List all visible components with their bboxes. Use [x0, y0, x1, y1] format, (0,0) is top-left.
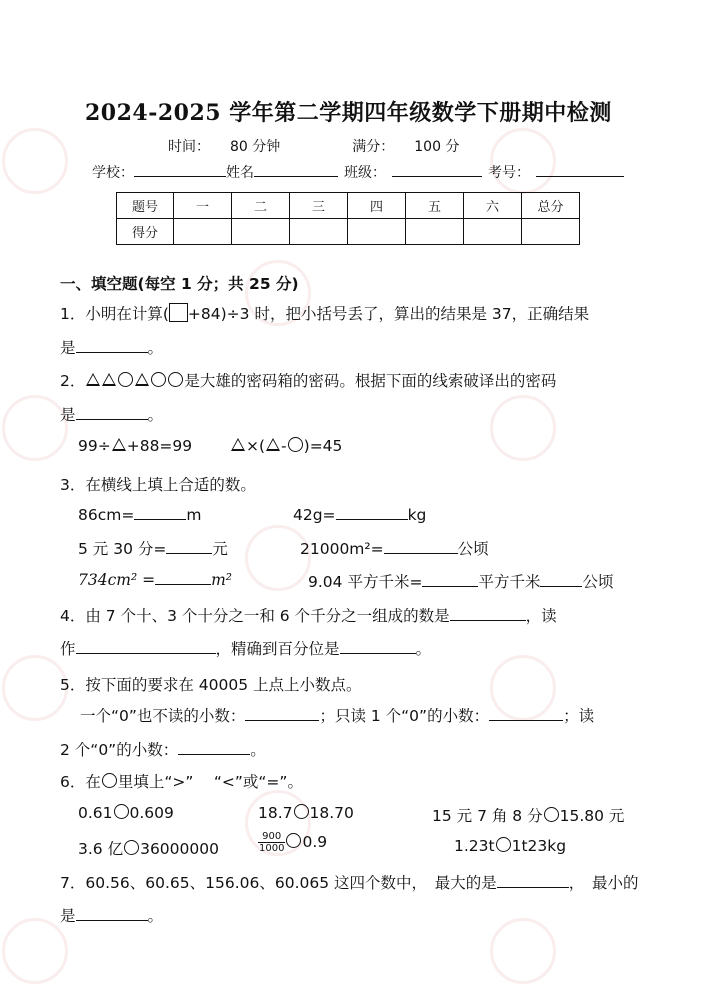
q1-text-d: 。 — [147, 339, 164, 357]
score-cell[interactable] — [522, 219, 580, 245]
circle-icon — [151, 372, 166, 387]
q5-text-c: ；只读 1 个“0”的小数： — [319, 707, 490, 725]
q6-d-right: 36000000 — [140, 840, 219, 858]
school-label: 学校： — [92, 165, 134, 181]
score-cell[interactable] — [290, 219, 348, 245]
circle-icon — [102, 773, 117, 788]
table-header-cell: 五 — [406, 193, 464, 219]
name-field[interactable] — [254, 162, 338, 177]
score-value: 100 分 — [414, 139, 460, 155]
score-cell[interactable] — [232, 219, 290, 245]
q7-text-d: 。 — [147, 907, 164, 925]
q3-r2b: 元 — [212, 540, 228, 558]
watermark-logo — [490, 918, 556, 984]
table-header-cell: 三 — [290, 193, 348, 219]
q4-text-b: ，读 — [525, 607, 557, 625]
answer-blank[interactable] — [497, 873, 569, 888]
answer-blank[interactable] — [76, 338, 148, 353]
q3-row-2-left — [78, 537, 228, 559]
fraction — [258, 831, 285, 854]
q6-item-1 — [78, 804, 174, 822]
watermark-logo — [2, 395, 68, 461]
q3-r2a: 5 元 30 分= — [78, 540, 167, 558]
q5-text-b: 一个“0”也不读的小数： — [80, 707, 246, 725]
question-4-line-1 — [60, 604, 557, 626]
q2-clue2-a: ×( — [246, 437, 266, 455]
fraction-numerator: 900 — [258, 831, 285, 843]
q3-r2c: 21000m²= — [300, 540, 384, 558]
q6-a-left: 0.61 — [78, 804, 113, 822]
q1-text-b: +84)÷3 时，把小括号丢了，算出的结果是 37，正确结果 — [187, 305, 590, 323]
answer-blank[interactable] — [340, 639, 416, 654]
q6-b-left: 18.7 — [258, 804, 293, 822]
triangle-icon — [102, 373, 116, 386]
q2-text-a: 2． — [60, 372, 86, 390]
answer-blank[interactable] — [155, 570, 211, 585]
table-header-cell: 六 — [464, 193, 522, 219]
score-table-score-row — [117, 219, 580, 245]
q3-r3b: m² — [211, 571, 233, 589]
question-5-line-2 — [80, 704, 594, 726]
answer-blank[interactable] — [76, 639, 216, 654]
class-field[interactable] — [392, 162, 482, 177]
q6-e-right: 0.9 — [302, 833, 328, 851]
compare-circle[interactable] — [496, 837, 511, 852]
q7-text-b: ， 最小的 — [568, 874, 639, 892]
question-2-clue-2 — [230, 437, 342, 455]
answer-blank[interactable] — [76, 405, 148, 420]
answer-blank[interactable] — [336, 505, 408, 520]
answer-blank[interactable] — [76, 906, 148, 921]
q6-f-left: 1.23t — [454, 837, 495, 855]
q3-r1d: kg — [407, 506, 427, 524]
q1-text-c: 是 — [60, 339, 76, 357]
score-cell[interactable] — [464, 219, 522, 245]
score-row-label: 得分 — [117, 219, 174, 245]
watermark-logo — [2, 128, 68, 194]
school-field[interactable] — [134, 162, 226, 177]
compare-circle[interactable] — [114, 804, 129, 819]
q3-row-3-left — [78, 570, 232, 589]
q6-c-right: 15.80 元 — [559, 807, 625, 825]
q3-r3c: 9.04 平方千米= — [308, 573, 423, 591]
q6-item-2 — [258, 804, 354, 822]
q6-item-6 — [454, 837, 566, 855]
question-6-title — [60, 770, 303, 792]
watermark-logo — [490, 128, 556, 194]
answer-blank[interactable] — [134, 505, 186, 520]
q3-row-3-right — [308, 570, 613, 592]
answer-blank[interactable] — [178, 740, 250, 755]
q2-clue2-b: - — [281, 437, 287, 455]
q3-r2d: 公顷 — [457, 540, 489, 558]
compare-circle[interactable] — [294, 804, 309, 819]
q5-text-e: 2 个“0”的小数： — [60, 741, 179, 759]
q6-f-right: 1t23kg — [511, 837, 567, 855]
q6-item-3 — [432, 804, 624, 826]
question-4-line-2 — [60, 637, 431, 659]
answer-blank[interactable] — [166, 539, 212, 554]
q3-row-1-right — [293, 505, 426, 524]
score-cell[interactable] — [174, 219, 232, 245]
watermark-logo — [2, 655, 68, 721]
triangle-icon — [112, 438, 126, 451]
q2-text-c: 是 — [60, 406, 76, 424]
circle-icon — [288, 437, 303, 452]
q4-text-d: ，精确到百分位是 — [215, 640, 340, 658]
exam-title: 2024-2025 学年第二学期四年级数学下册期中检测 — [85, 100, 612, 126]
table-header-cell: 四 — [348, 193, 406, 219]
q3-r1a: 86cm= — [78, 506, 135, 524]
answer-blank[interactable] — [245, 706, 319, 721]
q2-text-b: 是大雄的密码箱的密码。根据下面的线索破译出的密码 — [184, 372, 557, 390]
triangle-icon — [266, 438, 280, 451]
q2-clue2-c: )=45 — [303, 437, 343, 455]
table-header-cell: 一 — [174, 193, 232, 219]
score-table — [116, 192, 580, 245]
triangle-icon — [86, 373, 100, 386]
question-3-title: 3．在横线上填上合适的数。 — [60, 476, 256, 494]
watermark-logo — [490, 395, 556, 461]
q5-text-f: 。 — [250, 741, 266, 759]
compare-circle[interactable] — [544, 807, 559, 822]
q3-r3e: 公顷 — [582, 573, 614, 591]
student-info — [92, 162, 624, 182]
q3-row-2-right — [300, 537, 489, 559]
blank-box-icon — [169, 303, 188, 322]
question-2-line-2 — [60, 403, 163, 425]
time-label: 时间： — [168, 139, 210, 155]
q6-item-5 — [258, 831, 327, 854]
q6-a-right: 0.609 — [129, 804, 174, 822]
score-cell[interactable] — [406, 219, 464, 245]
question-1-line-2 — [60, 336, 163, 358]
exam-no-label: 考号： — [488, 165, 530, 181]
compare-circle[interactable] — [286, 833, 301, 848]
q3-row-1-left — [78, 505, 201, 524]
circle-icon — [118, 372, 133, 387]
answer-blank[interactable] — [450, 606, 526, 621]
q4-text-a: 4．由 7 个十、3 个十分之一和 6 个千分之一组成的数是 — [60, 607, 450, 625]
q5-text-d: ；读 — [563, 707, 595, 725]
q2-clue1-a: 99÷ — [78, 437, 111, 455]
q3-r1c: 42g= — [293, 506, 336, 524]
question-7-line-1 — [60, 871, 639, 893]
fraction-denominator: 1000 — [259, 843, 285, 854]
question-1-line-1 — [60, 302, 589, 324]
question-2-clue-1 — [78, 437, 192, 455]
q3-r3d: 平方千米 — [478, 573, 541, 591]
q4-text-c: 作 — [60, 640, 76, 658]
q4-text-e: 。 — [415, 640, 432, 658]
exam-meta — [168, 136, 479, 156]
name-label: 姓名 — [226, 165, 254, 181]
class-label: 班级： — [344, 165, 386, 181]
exam-no-field[interactable] — [536, 162, 624, 177]
answer-blank[interactable] — [422, 572, 478, 587]
question-5-title: 5．按下面的要求在 40005 上点上小数点。 — [60, 676, 362, 694]
q3-r3a: 734cm² = — [78, 571, 156, 589]
table-header-cell: 二 — [232, 193, 290, 219]
circle-icon — [168, 372, 183, 387]
q6-title-b: 里填上“>” “<”或“=”。 — [117, 773, 303, 791]
question-7-line-2 — [60, 904, 163, 926]
question-2-line-1 — [60, 369, 556, 391]
section-1-heading: 一、填空题(每空 1 分；共 25 分) — [60, 275, 299, 293]
q3-r1b: m — [186, 506, 202, 524]
q2-clue1-b: +88=99 — [126, 437, 193, 455]
score-cell[interactable] — [348, 219, 406, 245]
answer-blank[interactable] — [540, 572, 582, 587]
question-5-line-3 — [60, 738, 266, 760]
q7-text-a: 7．60.56、60.65、156.06、60.065 这四个数中， 最大的是 — [60, 874, 497, 892]
q1-text-a: 1．小明在计算( — [60, 305, 169, 323]
triangle-icon — [135, 373, 149, 386]
table-header-cell: 题号 — [117, 193, 174, 219]
q2-text-d: 。 — [147, 406, 164, 424]
q6-title-a: 6．在 — [60, 773, 101, 791]
triangle-icon — [231, 438, 245, 451]
q6-b-right: 18.70 — [309, 804, 354, 822]
q7-text-c: 是 — [60, 907, 76, 925]
q6-c-left: 15 元 7 角 8 分 — [432, 807, 543, 825]
q6-item-4 — [78, 837, 219, 859]
q6-d-left: 3.6 亿 — [78, 840, 124, 858]
watermark-logo — [2, 918, 68, 984]
compare-circle[interactable] — [124, 840, 139, 855]
answer-blank[interactable] — [384, 539, 458, 554]
score-table-header-row — [117, 193, 580, 219]
table-header-cell: 总分 — [522, 193, 580, 219]
score-label: 满分： — [352, 139, 395, 155]
answer-blank[interactable] — [489, 706, 563, 721]
time-value: 80 分钟 — [230, 139, 281, 155]
